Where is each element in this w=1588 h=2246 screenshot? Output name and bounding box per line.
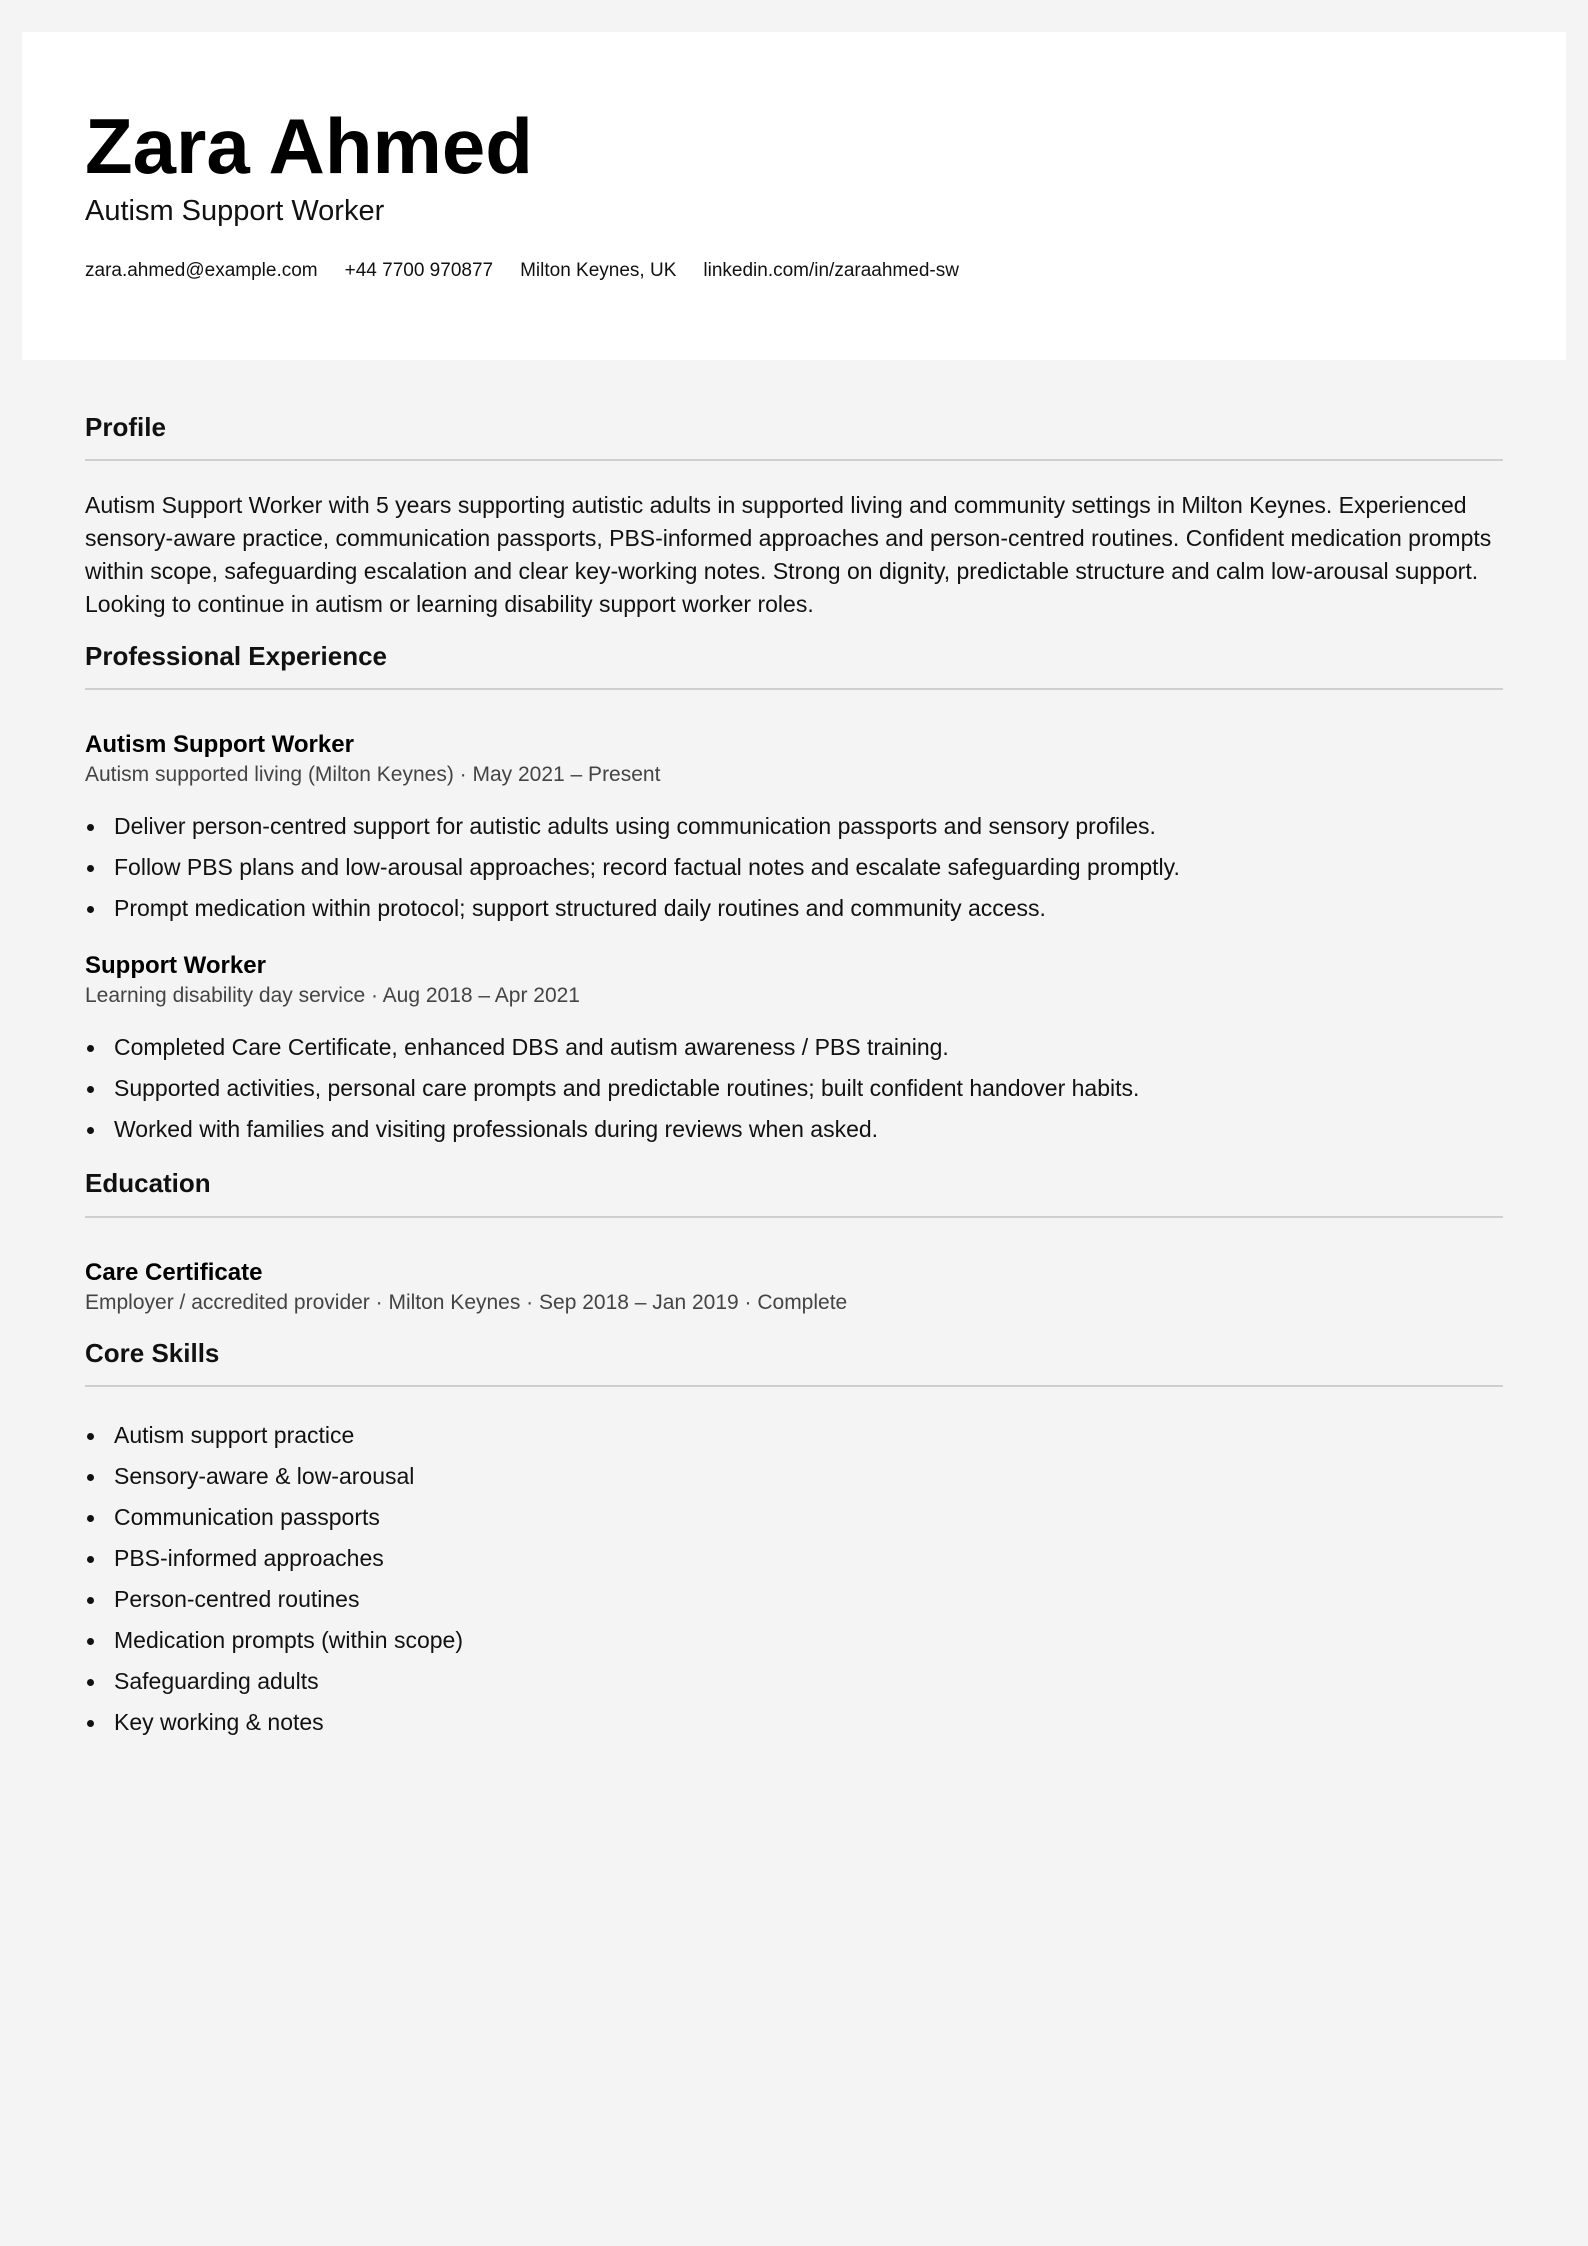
contact-email[interactable]: zara.ahmed@example.com [85, 260, 318, 281]
candidate-name: Zara Ahmed [85, 102, 533, 190]
job-title: Autism Support Worker [85, 731, 354, 759]
job-bullets [85, 1027, 1503, 1150]
job-bullet: Worked with families and visiting professionals during reviews when asked. [85, 1109, 1503, 1150]
candidate-role: Autism Support Worker [85, 195, 385, 227]
skill-item: Person-centred routines [85, 1579, 1503, 1620]
education-title: Care Certificate [85, 1258, 263, 1286]
job-bullets [85, 806, 1503, 929]
job-entry [85, 730, 1503, 929]
section-title-education: Education [85, 1168, 1503, 1217]
experience-section [85, 641, 1503, 1150]
job-bullet: Supported activities, personal care prompts and predictable routines; built confident handover habits. [85, 1068, 1503, 1109]
section-title-experience: Professional Experience [85, 641, 1503, 690]
section-title-skills: Core Skills [85, 1338, 1503, 1387]
education-subtitle: Employer / accredited provider · Milton Keynes · Sep 2018 – Jan 2019 · Complete [85, 1290, 848, 1314]
profile-text: Autism Support Worker with 5 years supporting autistic adults in supported living and community settings in Milton Keynes. Experienced sensory-aware practice, communication passports, PBS-informed approaches and person-centred routines. Confident medication prompts within scope, safeguarding escalation and clear key-working notes. Strong on dignity, predictable structure and calm low-arousal support. Looking to continue in autism or learning disability support worker roles. [85, 492, 1492, 618]
education-entry [85, 1258, 1503, 1318]
job-title: Support Worker [85, 952, 266, 980]
skill-item: Communication passports [85, 1497, 1503, 1538]
education-section [85, 1168, 1503, 1317]
job-subtitle: Autism supported living (Milton Keynes) · May 2021 – Present [85, 763, 661, 787]
job-entry [85, 951, 1503, 1150]
job-subtitle: Learning disability day service · Aug 2018 – Apr 2021 [85, 984, 580, 1008]
resume-header [22, 32, 1566, 360]
skill-item: Autism support practice [85, 1415, 1503, 1456]
skill-item: PBS-informed approaches [85, 1538, 1503, 1579]
resume-body [85, 412, 1503, 1743]
skill-item: Medication prompts (within scope) [85, 1620, 1503, 1661]
skills-list [85, 1415, 1503, 1743]
job-bullet: Prompt medication within protocol; support structured daily routines and community access. [85, 888, 1503, 929]
job-bullet: Completed Care Certificate, enhanced DBS and autism awareness / PBS training. [85, 1027, 1503, 1068]
skills-section [85, 1338, 1503, 1743]
section-title-profile: Profile [85, 412, 1503, 461]
skill-item: Key working & notes [85, 1702, 1503, 1743]
contact-location: Milton Keynes, UK [520, 260, 677, 281]
skill-item: Safeguarding adults [85, 1661, 1503, 1702]
contact-phone[interactable]: +44 7700 970877 [344, 260, 494, 281]
skill-item: Sensory-aware & low-arousal [85, 1456, 1503, 1497]
job-bullet: Follow PBS plans and low-arousal approaches; record factual notes and escalate safeguarding promptly. [85, 847, 1503, 888]
contact-linkedin[interactable]: linkedin.com/in/zaraahmed-sw [703, 260, 959, 281]
contact-row [85, 260, 959, 283]
job-bullet: Deliver person-centred support for autistic adults using communication passports and sensory profiles. [85, 806, 1503, 847]
profile-section [85, 412, 1503, 621]
